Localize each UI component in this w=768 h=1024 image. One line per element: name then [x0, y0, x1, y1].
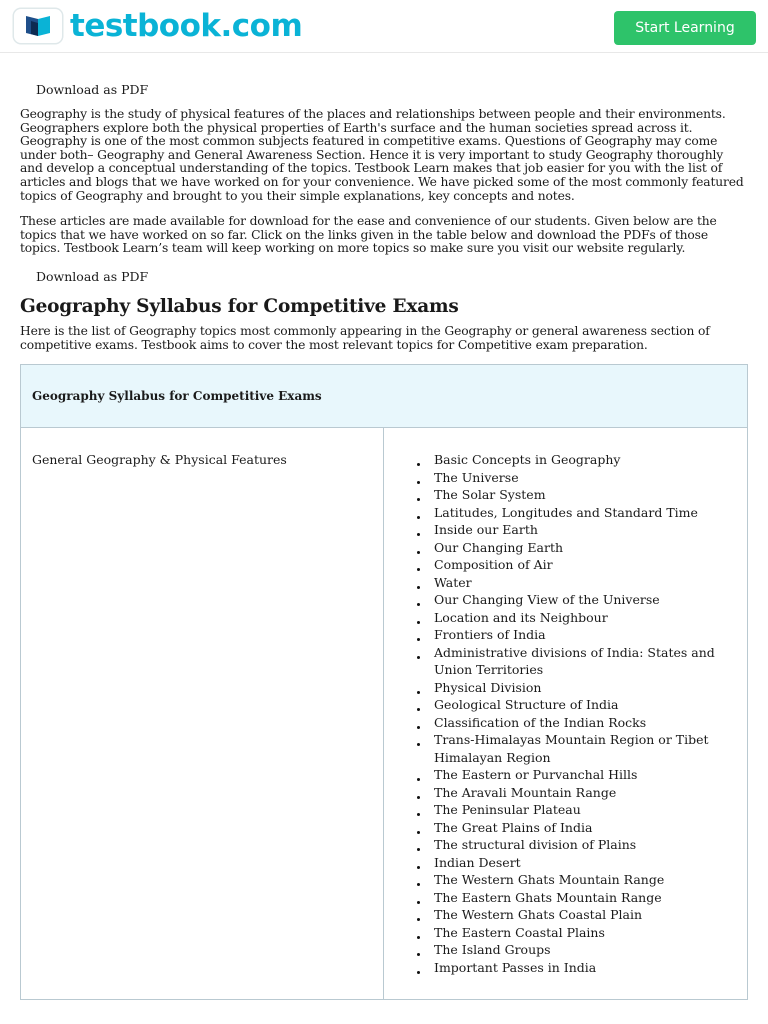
topic-item[interactable]: Latitudes, Longitudes and Standard Time [434, 504, 739, 522]
topic-item[interactable]: Composition of Air [434, 556, 739, 574]
second-paragraph: These articles are made available for download for the ease and convenience of our students. Given below are the topics that we have worked on so far. Click on the links given in the table below and download the PDFs of those topics. Testbook Learn’s team will keep working on more topics so make sure you visit our website regularly. [20, 214, 717, 256]
topics-list [434, 451, 739, 976]
topic-item[interactable]: Frontiers of India [434, 626, 739, 644]
download-pdf-link[interactable]: Download as PDF [36, 269, 149, 284]
topic-item[interactable]: Important Passes in India [434, 959, 739, 977]
topic-item[interactable]: Basic Concepts in Geography [434, 451, 739, 469]
topic-item[interactable]: Classification of the Indian Rocks [434, 714, 739, 732]
topic-item[interactable]: Geological Structure of India [434, 696, 739, 714]
category-label: General Geography & Physical Features [32, 452, 287, 467]
logo-icon [14, 9, 62, 43]
topic-item[interactable]: The Western Ghats Coastal Plain [434, 906, 739, 924]
topic-item[interactable]: The Universe [434, 469, 739, 487]
topic-item[interactable]: Trans-Himalayas Mountain Region or Tibet Himalayan Region [434, 731, 739, 766]
table-header: Geography Syllabus for Competitive Exams [21, 365, 747, 428]
topic-item[interactable]: The Eastern or Purvanchal Hills [434, 766, 739, 784]
topic-item[interactable]: Water [434, 574, 739, 592]
section-heading: Geography Syllabus for Competitive Exams [20, 296, 459, 317]
topic-item[interactable]: The Great Plains of India [434, 819, 739, 837]
topic-item[interactable]: Physical Division [434, 679, 739, 697]
section-intro: Here is the list of Geography topics most commonly appearing in the Geography or general awareness section of competitive exams. Testbook aims to cover the most relevant topics for Competitive exam preparation. [20, 324, 710, 352]
topic-item[interactable]: The Eastern Ghats Mountain Range [434, 889, 739, 907]
intro-paragraph: Geography is the study of physical features of the places and relationships between people and their environments. Geographers explore both the physical properties of Earth's surface and the human societies spread across it. Geography is one of the most common subjects featured in competitive exams. Questions of Geography may come under both– Geography and General Awareness Section. Hence it is very important to study Geography thoroughly and develop a conceptual understanding of the topics. Testbook Learn makes that job easier for you with the list of articles and blogs that we have worked on for your convenience. We have picked some of the most commonly featured topics of Geography and brought to you their simple explanations, key concepts and notes. [20, 107, 744, 203]
start-learning-button[interactable]: Start Learning [614, 11, 756, 45]
download-pdf-link[interactable]: Download as PDF [36, 82, 149, 97]
syllabus-table [20, 364, 748, 1000]
topic-item[interactable]: Location and its Neighbour [434, 609, 739, 627]
topic-item[interactable]: The Solar System [434, 486, 739, 504]
topic-item[interactable]: Inside our Earth [434, 521, 739, 539]
topic-item[interactable]: The Peninsular Plateau [434, 801, 739, 819]
topic-item[interactable]: The Aravali Mountain Range [434, 784, 739, 802]
topics-cell [384, 428, 747, 999]
category-cell [21, 428, 384, 999]
logo-text: testbook.com [70, 8, 303, 44]
topic-item[interactable]: The Western Ghats Mountain Range [434, 871, 739, 889]
topic-item[interactable]: Our Changing View of the Universe [434, 591, 739, 609]
topic-item[interactable]: Our Changing Earth [434, 539, 739, 557]
topic-item[interactable]: The Eastern Coastal Plains [434, 924, 739, 942]
site-header [0, 0, 768, 53]
topic-item[interactable]: Indian Desert [434, 854, 739, 872]
topic-item[interactable]: The Island Groups [434, 941, 739, 959]
table-row [21, 428, 747, 999]
topic-item[interactable]: Administrative divisions of India: States and Union Territories [434, 644, 739, 679]
topic-item[interactable]: The structural division of Plains [434, 836, 739, 854]
site-logo[interactable] [14, 9, 302, 43]
